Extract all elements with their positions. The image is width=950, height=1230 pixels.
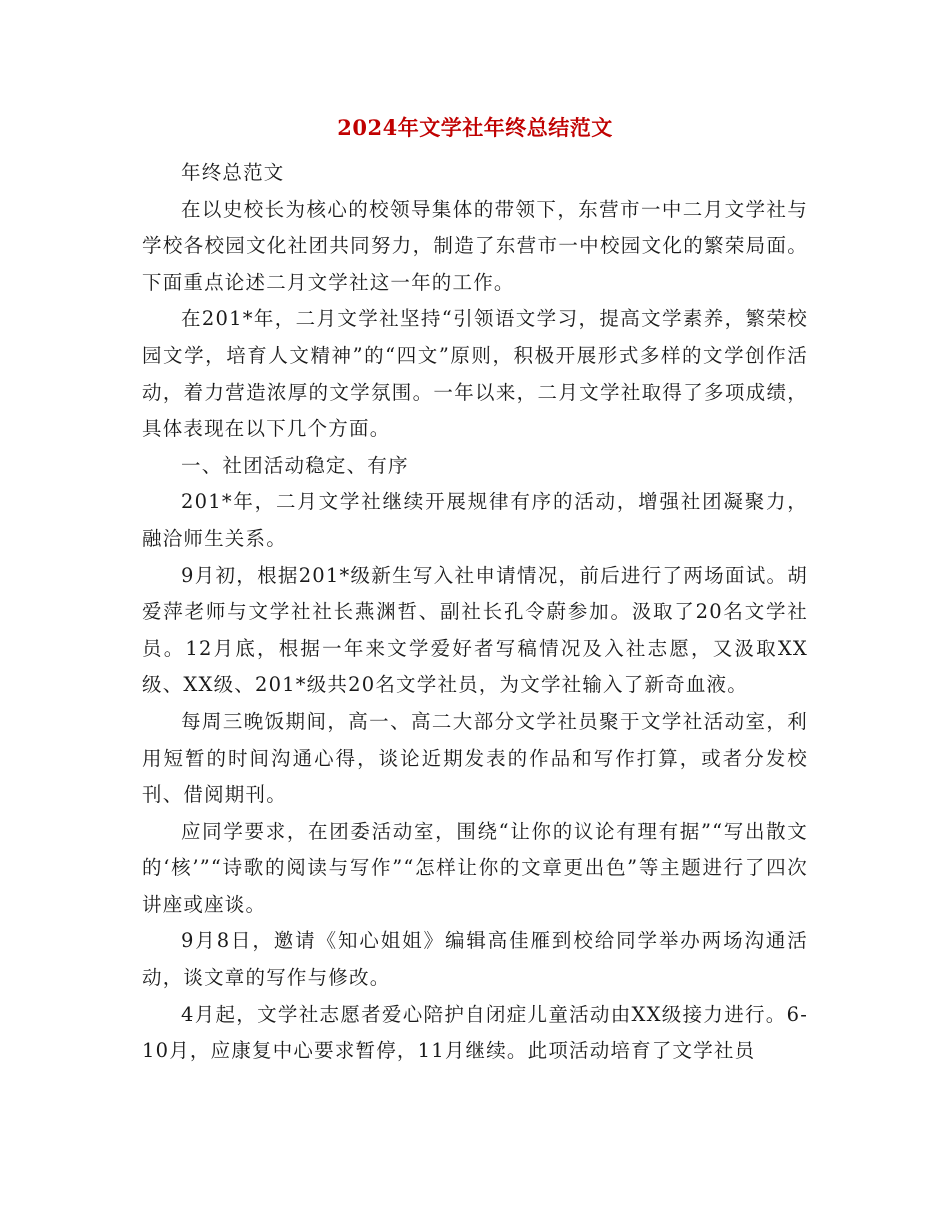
paragraph-recruitment: 9月初，根据201*级新生写入社申请情况，前后进行了两场面试。胡爱萍老师与文学社社长燕渊哲、副社长孔令蔚参加。汲取了20名文学社员。12月底，根据一年来文学爱好者写稿情况及入社志愿，又汲取XX级、XX级、201*级共20名文学社员，为文学社输入了新奇血液。	[142, 563, 808, 697]
paragraph-guest-editor: 9月8日，邀请《知心姐姐》编辑高佳雁到校给同学举办两场沟通活动，谈文章的写作与修改。	[142, 929, 808, 990]
document-body	[142, 155, 808, 1070]
paragraph-lectures: 应同学要求，在团委活动室，围绕“让你的议论有理有据”“写出散文的‘核’”“诗歌的阅读与写作”“怎样让你的文章更出色”等主题进行了四次讲座或座谈。	[142, 819, 808, 916]
paragraph-activities-summary: 201*年，二月文学社继续开展规律有序的活动，增强社团凝聚力，融洽师生关系。	[142, 490, 808, 550]
paragraph-section-label: 年终总范文	[181, 161, 285, 184]
paragraph-heading-activities: 一、社团活动稳定、有序	[181, 453, 409, 477]
document-title: 2024年文学社年终总结范文	[337, 115, 613, 140]
paragraph-intro: 在以史校长为核心的校领导集体的带领下，东营市一中二月文学社与学校各校园文化社团共同努力，制造了东营市一中校园文化的繁荣局面。下面重点论述二月文学社这一年的工作。	[142, 197, 808, 294]
paragraph-weekly-meetings: 每周三晚饭期间，高一、高二大部分文学社员聚于文学社活动室，利用短暂的时间沟通心得，谈论近期发表的作品和写作打算，或者分发校刊、借阅期刊。	[142, 709, 808, 807]
paragraph-principles: 在201*年，二月文学社坚持“引领语文学习，提高文学素养，繁荣校园文学，培育人文精神”的“四文”原则，积极开展形式多样的文学创作活动，着力营造浓厚的文学氛围。一年以来，二月文学社取得了多项成绩，具体表现在以下几个方面。	[142, 307, 808, 441]
paragraph-volunteer: 4月起，文学社志愿者爱心陪护自闭症儿童活动由XX级接力进行。6-10月，应康复中心要求暂停，11月继续。此项活动培育了文学社员	[142, 1002, 808, 1063]
